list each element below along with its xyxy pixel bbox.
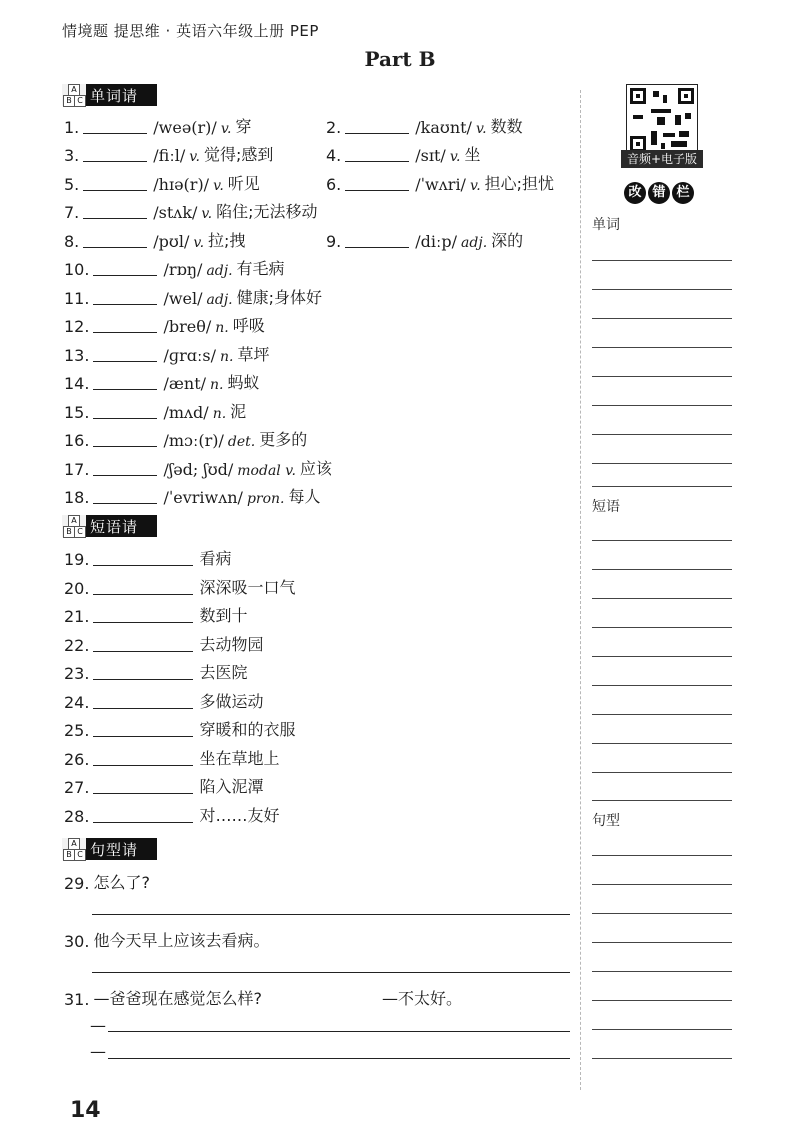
word-item: 14. /ænt/ n. 蚂蚁	[64, 373, 260, 393]
word-item: 3. /fiːl/ v. 觉得;感到	[64, 145, 274, 165]
answer-blank[interactable]	[93, 565, 193, 566]
correction-line[interactable]	[592, 1058, 732, 1059]
answer-blank[interactable]	[93, 622, 193, 623]
sentence-item: 31. —爸爸现在感觉怎么样?	[64, 989, 262, 1009]
answer-blank[interactable]	[83, 247, 147, 248]
answer-blank[interactable]	[93, 736, 193, 737]
dash-marker: —	[90, 1042, 106, 1061]
answer-blank[interactable]	[93, 503, 157, 504]
word-item: 15. /mʌd/ n. 泥	[64, 402, 247, 422]
side-label-words: 单词	[592, 217, 620, 233]
correction-line[interactable]	[592, 884, 732, 885]
answer-blank[interactable]	[93, 651, 193, 652]
phrase-item: 22. 去动物园	[64, 635, 264, 655]
page-header: 情境题 提思维 · 英语六年级上册 PEP	[62, 22, 319, 40]
answer-blank[interactable]	[93, 418, 157, 419]
side-label-phrases: 短语	[592, 499, 620, 515]
phrase-item: 26. 坐在草地上	[64, 749, 280, 769]
phrase-item: 25. 穿暖和的衣服	[64, 720, 296, 740]
section-label-words: A B C 单词请	[62, 84, 157, 106]
word-item: 17. /ʃəd; ʃʊd/ modal v. 应该	[64, 459, 332, 479]
correction-line[interactable]	[592, 685, 732, 686]
correction-line[interactable]	[592, 971, 732, 972]
dash-marker: —	[90, 1016, 106, 1035]
phrase-item: 28. 对……友好	[64, 806, 280, 826]
correction-line[interactable]	[592, 656, 732, 657]
answer-blank[interactable]	[83, 133, 147, 134]
correction-line[interactable]	[592, 434, 732, 435]
answer-blank[interactable]	[345, 247, 409, 248]
answer-blank[interactable]	[93, 446, 157, 447]
phrase-item: 24. 多做运动	[64, 692, 264, 712]
answer-line[interactable]	[92, 972, 570, 973]
answer-blank[interactable]	[93, 304, 157, 305]
correction-line[interactable]	[592, 318, 732, 319]
answer-blank[interactable]	[83, 161, 147, 162]
phrase-item: 21. 数到十	[64, 606, 248, 626]
qr-code-icon[interactable]	[626, 84, 698, 156]
sentence-item: 30. 他今天早上应该去看病。	[64, 931, 270, 951]
word-item: 11. /wel/ adj. 健康;身体好	[64, 288, 323, 308]
correction-line[interactable]	[592, 540, 732, 541]
column-divider	[580, 90, 581, 1090]
phrase-item: 19. 看病	[64, 549, 232, 569]
page-number: 14	[70, 1098, 101, 1123]
correction-line[interactable]	[592, 743, 732, 744]
answer-line[interactable]	[92, 914, 570, 915]
answer-blank[interactable]	[93, 389, 157, 390]
answer-blank[interactable]	[83, 190, 147, 191]
answer-blank[interactable]	[93, 793, 193, 794]
word-item: 6. /ˈwʌri/ v. 担心;担忧	[326, 174, 555, 194]
correction-line[interactable]	[592, 1029, 732, 1030]
part-title: Part B	[364, 47, 436, 71]
word-item: 5. /hɪə(r)/ v. 听见	[64, 174, 260, 194]
correction-line[interactable]	[592, 289, 732, 290]
phrase-item: 20. 深深吸一口气	[64, 578, 296, 598]
side-label-sentences: 句型	[592, 813, 620, 829]
word-item: 2. /kaʊnt/ v. 数数	[326, 117, 523, 137]
word-item: 13. /ɡrɑːs/ n. 草坪	[64, 345, 270, 365]
correction-line[interactable]	[592, 714, 732, 715]
answer-blank[interactable]	[93, 765, 193, 766]
section-label-sentences: A B C 句型请	[62, 838, 157, 860]
correction-line[interactable]	[592, 627, 732, 628]
answer-blank[interactable]	[93, 679, 193, 680]
correction-line[interactable]	[592, 486, 732, 487]
answer-blank[interactable]	[93, 822, 193, 823]
answer-blank[interactable]	[93, 332, 157, 333]
correction-line[interactable]	[592, 1000, 732, 1001]
answer-blank[interactable]	[345, 133, 409, 134]
word-item: 8. /pʊl/ v. 拉;拽	[64, 231, 246, 251]
correction-line[interactable]	[592, 800, 732, 801]
answer-blank[interactable]	[93, 594, 193, 595]
answer-line[interactable]	[108, 1031, 570, 1032]
answer-blank[interactable]	[93, 275, 157, 276]
correction-line[interactable]	[592, 569, 732, 570]
section-label-phrases: A B C 短语请	[62, 515, 157, 537]
correction-line[interactable]	[592, 855, 732, 856]
answer-blank[interactable]	[93, 361, 157, 362]
correction-line[interactable]	[592, 598, 732, 599]
answer-blank[interactable]	[345, 161, 409, 162]
correction-line[interactable]	[592, 376, 732, 377]
word-item: 18. /ˈevriwʌn/ pron. 每人	[64, 487, 321, 507]
answer-blank[interactable]	[93, 708, 193, 709]
phrase-item: 23. 去医院	[64, 663, 248, 683]
correction-line[interactable]	[592, 463, 732, 464]
correction-line[interactable]	[592, 913, 732, 914]
correction-line[interactable]	[592, 942, 732, 943]
correction-line[interactable]	[592, 347, 732, 348]
word-item: 4. /sɪt/ v. 坐	[326, 145, 481, 165]
abc-icon: A B C	[62, 515, 86, 537]
abc-icon: A B C	[62, 838, 86, 860]
sentence-reply: —不太好。	[382, 989, 463, 1008]
answer-blank[interactable]	[83, 218, 147, 219]
word-item: 12. /breθ/ n. 呼吸	[64, 316, 265, 336]
correction-column-title: 改 错 栏	[624, 182, 696, 204]
sentence-item: 29. 怎么了?	[64, 873, 150, 893]
answer-line[interactable]	[108, 1058, 570, 1059]
qr-caption: 音频+电子版	[621, 150, 703, 168]
word-item: 16. /mɔː(r)/ det. 更多的	[64, 430, 308, 450]
correction-line[interactable]	[592, 772, 732, 773]
word-item: 10. /rɒŋ/ adj. 有毛病	[64, 259, 285, 279]
correction-line[interactable]	[592, 405, 732, 406]
word-item: 1. /weə(r)/ v. 穿	[64, 117, 252, 137]
abc-icon: A B C	[62, 84, 86, 106]
phrase-item: 27. 陷入泥潭	[64, 777, 264, 797]
word-item: 7. /stʌk/ v. 陷住;无法移动	[64, 202, 318, 222]
word-item: 9. /diːp/ adj. 深的	[326, 231, 524, 251]
answer-blank[interactable]	[93, 475, 157, 476]
answer-blank[interactable]	[345, 190, 409, 191]
correction-line[interactable]	[592, 260, 732, 261]
